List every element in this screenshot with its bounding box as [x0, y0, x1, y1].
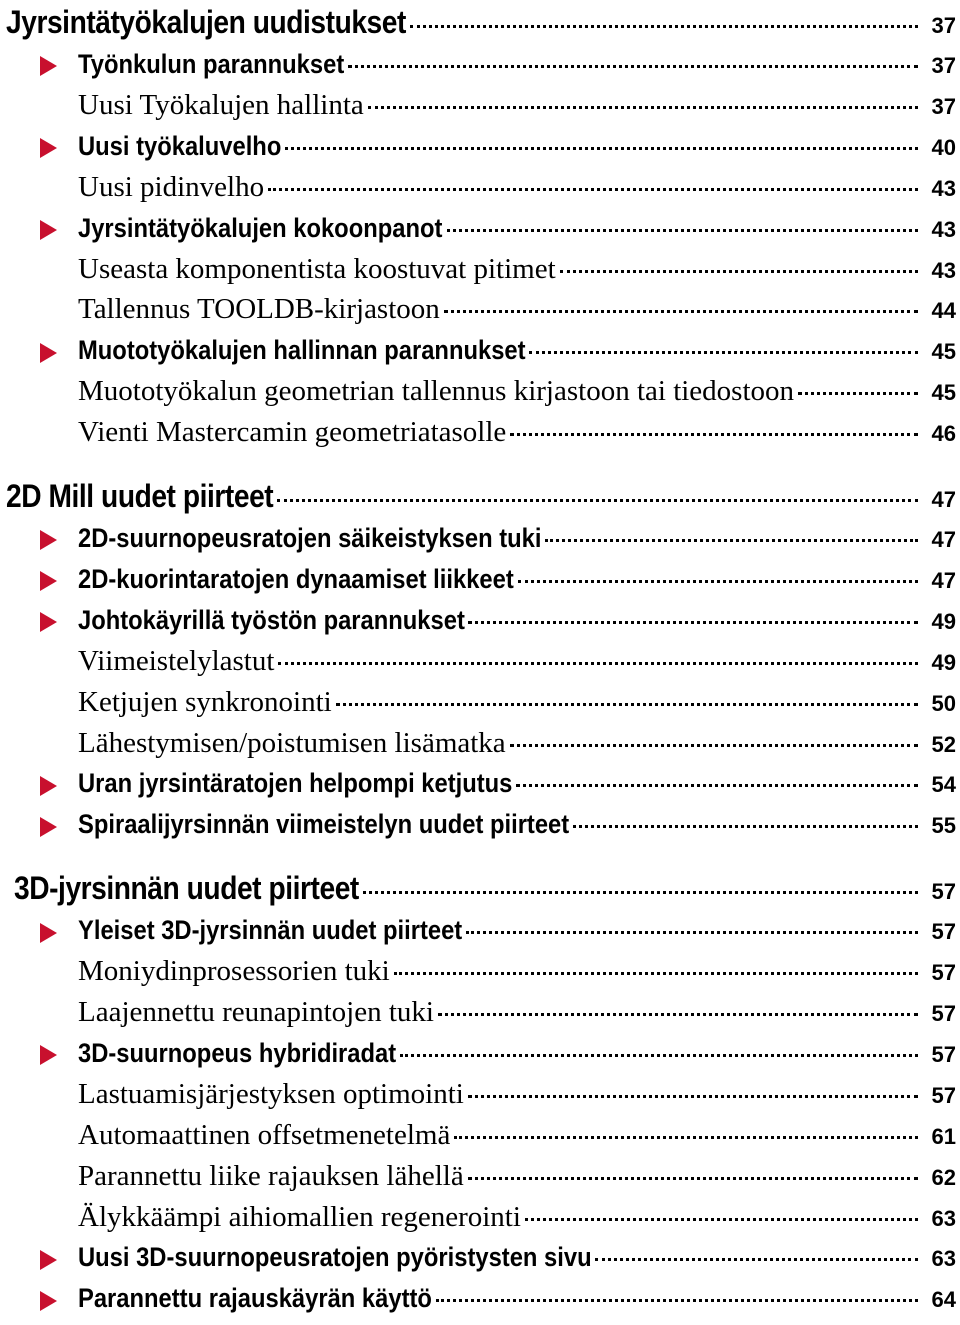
toc-page-number: 61	[931, 1123, 956, 1149]
toc-entry-title: Muototyökalun geometrian tallennus kirjastoon tai tiedostoon	[78, 375, 795, 408]
toc-entry-item[interactable]	[0, 249, 960, 290]
toc-page-number: 45	[931, 380, 956, 406]
toc-entry-sub[interactable]	[0, 600, 960, 641]
toc-entry-sub[interactable]	[0, 518, 960, 559]
dot-leader	[363, 891, 918, 894]
toc-entry-item[interactable]	[0, 723, 960, 764]
dot-leader	[410, 25, 918, 28]
toc-page-number: 47	[931, 567, 956, 593]
toc-page-number: 52	[931, 731, 956, 757]
toc-entry-sub[interactable]	[0, 1237, 960, 1278]
dot-leader	[368, 106, 918, 109]
toc-entry-title: Uusi työkaluvelho	[78, 130, 282, 161]
toc-entry-title: 2D-kuorintaratojen dynaamiset liikkeet	[78, 563, 514, 594]
right-triangle-icon	[40, 612, 57, 632]
toc-entry-title: Useasta komponentista koostuvat pitimet	[78, 252, 556, 285]
toc-entry-section[interactable]	[0, 0, 960, 44]
toc-entry-title: Lastuamisjärjestyksen optimointi	[78, 1077, 464, 1110]
toc-entry-title: Spiraalijyrsinnän viimeistelyn uudet piirteet	[78, 809, 570, 840]
dot-leader	[454, 1136, 918, 1139]
toc-entry-sub[interactable]	[0, 44, 960, 85]
toc-page-number: 49	[931, 608, 956, 634]
toc-entry-title: Parannettu liike rajauksen lähellä	[78, 1159, 464, 1192]
toc-entry-title: Laajennettu reunapintojen tuki	[78, 996, 434, 1028]
toc-page-number: 57	[931, 1082, 956, 1108]
right-triangle-icon	[40, 1291, 57, 1311]
dot-leader	[516, 784, 918, 787]
toc-entry-sub[interactable]	[0, 330, 960, 371]
toc-entry-title: Uusi 3D-suurnopeusratojen pyöristysten sivu	[78, 1242, 592, 1273]
dot-leader	[573, 825, 918, 828]
toc-entry-item[interactable]	[0, 85, 960, 126]
toc-page-number: 55	[931, 813, 956, 839]
right-triangle-icon	[40, 571, 57, 591]
toc-entry-title: Muototyökalujen hallinnan parannukset	[78, 335, 526, 366]
toc-entry-sub[interactable]	[0, 804, 960, 845]
toc-entry-title: 3D-suurnopeus hybridiradat	[78, 1037, 397, 1068]
toc-entry-title: Jyrsintätyökalujen kokoonpanot	[78, 212, 443, 243]
dot-leader	[468, 1177, 918, 1180]
dot-leader	[436, 1299, 918, 1302]
dot-leader	[348, 65, 918, 68]
toc-entry-item[interactable]	[0, 412, 960, 453]
toc-entry-title: Viimeistelylastut	[78, 644, 275, 677]
right-triangle-icon	[40, 56, 57, 76]
toc-page-number: 46	[931, 421, 956, 447]
dot-leader	[336, 703, 918, 706]
dot-leader	[400, 1054, 918, 1057]
toc-entry-title: Parannettu rajauskäyrän käyttö	[78, 1283, 432, 1314]
toc-page-number: 50	[931, 690, 956, 716]
toc-entry-section[interactable]	[0, 866, 960, 910]
dot-leader	[510, 433, 918, 436]
toc-entry-title: Tallennus TOOLDB-kirjastoon	[78, 293, 440, 326]
right-triangle-icon	[40, 817, 57, 837]
dot-leader	[595, 1258, 918, 1261]
dot-leader	[444, 310, 918, 313]
toc-page-number: 63	[931, 1246, 956, 1272]
toc-entry-title: Lähestymisen/poistumisen lisämatka	[78, 726, 506, 759]
toc-page-number: 43	[931, 216, 956, 242]
toc-entry-item[interactable]	[0, 167, 960, 208]
toc-page-number: 63	[931, 1205, 956, 1231]
dot-leader	[278, 662, 918, 665]
toc-entry-title: Älykkäämpi aihiomallien regenerointi	[78, 1200, 521, 1233]
toc-page-number: 37	[931, 53, 956, 78]
toc-entry-title: Johtokäyrillä työstön parannukset	[78, 604, 465, 635]
toc-page-number: 64	[931, 1287, 956, 1313]
dot-leader	[285, 147, 918, 150]
toc-page-number: 54	[931, 772, 956, 798]
toc-entry-sub[interactable]	[0, 126, 960, 167]
right-triangle-icon	[40, 1250, 57, 1270]
toc-entry-sub[interactable]	[0, 910, 960, 951]
right-triangle-icon	[40, 923, 57, 943]
dot-leader	[277, 499, 918, 502]
right-triangle-icon	[40, 1045, 57, 1065]
toc-page-number: 40	[931, 134, 956, 160]
toc-entry-title: Uran jyrsintäratojen helpompi ketjutus	[78, 768, 513, 799]
toc-entry-sub[interactable]	[0, 559, 960, 600]
toc-entry-item[interactable]	[0, 1156, 960, 1197]
toc-page-number: 43	[931, 257, 956, 283]
dot-leader	[545, 539, 918, 542]
toc-page-number: 45	[931, 339, 956, 365]
toc-page-number: 57	[931, 879, 956, 905]
dot-leader	[468, 621, 918, 624]
toc-entry-title: Vienti Mastercamin geometriatasolle	[78, 416, 507, 449]
toc-page-number: 57	[931, 960, 956, 986]
toc-entry-section[interactable]	[0, 474, 960, 518]
toc-entry-item[interactable]	[0, 951, 960, 992]
dot-leader	[560, 270, 918, 273]
dot-leader	[510, 744, 918, 747]
dot-leader	[447, 229, 919, 232]
dot-leader	[518, 580, 918, 583]
dot-leader	[529, 351, 918, 354]
toc-entry-item[interactable]	[0, 1074, 960, 1115]
toc-entry-sub[interactable]	[0, 1033, 960, 1074]
toc-entry-sub[interactable]	[0, 208, 960, 249]
right-triangle-icon	[40, 530, 57, 550]
right-triangle-icon	[40, 776, 57, 796]
toc-page-number: 57	[931, 1041, 956, 1067]
toc-entry-title: 3D-jyrsinnän uudet piirteet	[14, 870, 359, 907]
toc-entry-title: Ketjujen synkronointi	[78, 685, 332, 718]
dot-leader	[466, 931, 918, 934]
toc-entry-title: Uusi pidinvelho	[78, 170, 265, 203]
toc-entry-title: 2D-suurnopeusratojen säikeistyksen tuki	[78, 523, 542, 553]
toc-page-number: 57	[931, 1001, 956, 1026]
toc-page-number: 37	[931, 93, 956, 119]
toc-entry-title: Jyrsintätyökalujen uudistukset	[6, 4, 406, 40]
toc-page-number: 43	[931, 175, 956, 201]
toc-entry-title: 2D Mill uudet piirteet	[6, 478, 274, 514]
dot-leader	[268, 188, 918, 191]
toc-page-number: 57	[931, 919, 956, 945]
toc-entry-item[interactable]	[0, 289, 960, 330]
toc-entry-item[interactable]	[0, 641, 960, 682]
toc-page-number: 44	[931, 298, 956, 324]
toc-entry-item[interactable]	[0, 682, 960, 723]
right-triangle-icon	[40, 220, 57, 240]
dot-leader	[525, 1218, 918, 1221]
dot-leader	[438, 1013, 918, 1016]
toc-entry-item[interactable]	[0, 1197, 960, 1238]
dot-leader	[468, 1095, 918, 1098]
toc-entry-title: Automaattinen offsetmenetelmä	[78, 1118, 451, 1151]
toc-page-number: 49	[931, 649, 956, 675]
toc-entry-title: Moniydinprosessorien tuki	[78, 955, 390, 988]
toc-page-number: 47	[931, 527, 956, 552]
right-triangle-icon	[40, 138, 57, 158]
toc-page-number: 62	[931, 1164, 956, 1190]
toc-entry-item[interactable]	[0, 992, 960, 1033]
toc-entry-item[interactable]	[0, 1115, 960, 1156]
toc-page-number: 37	[931, 13, 956, 38]
toc-entry-title: Yleiset 3D-jyrsinnän uudet piirteet	[78, 915, 463, 946]
toc-entry-sub[interactable]	[0, 1278, 960, 1319]
toc-entry-title: Uusi Työkalujen hallinta	[78, 88, 364, 121]
toc-page-number: 47	[931, 487, 956, 512]
dot-leader	[798, 392, 918, 395]
toc-entry-title: Työnkulun parannukset	[78, 49, 345, 79]
toc-entry-sub[interactable]	[0, 763, 960, 804]
dot-leader	[394, 972, 918, 975]
right-triangle-icon	[40, 343, 57, 363]
toc-entry-item[interactable]	[0, 371, 960, 412]
